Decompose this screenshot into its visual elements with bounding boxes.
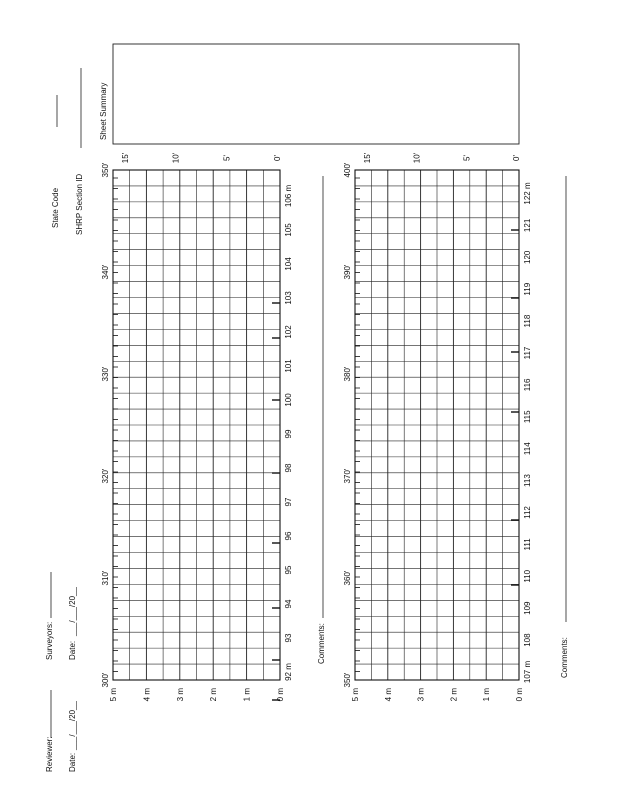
feet-tick-label: 400' [343, 162, 352, 178]
meter-tick-label: 94 [284, 599, 293, 609]
feet-tick-label: 330' [101, 366, 110, 382]
meter-tick-label: 104 [284, 257, 293, 271]
meter-tick-label: 100 [284, 393, 293, 407]
survey-grid-left [101, 152, 326, 701]
meter-tick-label: 115 [523, 410, 532, 424]
survey-grid-right [343, 152, 569, 701]
feet-tick-label: 370' [343, 468, 352, 484]
width-m-tick-label: 1 m [482, 688, 492, 702]
feet-tick-label: 300' [101, 672, 110, 688]
width-m-tick-label: 5 m [351, 688, 360, 702]
meter-tick-label: 114 [523, 442, 532, 456]
sheet-summary-box[interactable] [113, 44, 519, 144]
meter-tick-label: 95 [284, 565, 293, 575]
meter-tick-label: 105 [284, 223, 293, 237]
meter-tick-label: 122 m [523, 182, 532, 205]
surveyor-date-label: Date: [68, 640, 77, 660]
width-ft-tick-label: 15' [363, 152, 372, 164]
section-id-label: SHRP Section ID [75, 173, 84, 235]
surveyors-label: Surveyors: [45, 621, 54, 660]
feet-tick-label: 320' [101, 468, 110, 484]
meter-tick-label: 101 [284, 359, 293, 373]
width-ft-tick-label: 5' [222, 155, 232, 161]
meter-tick-label: 117 [523, 346, 532, 360]
reviewer-label: Reviewer: [45, 736, 54, 772]
width-m-tick-label: 4 m [383, 688, 393, 702]
meter-tick-label: 108 [523, 633, 532, 647]
comments-label: Comments: [317, 623, 326, 664]
feet-tick-label: 350' [343, 672, 352, 688]
meter-tick-label: 93 [284, 633, 293, 643]
width-m-tick-label: 4 m [142, 688, 152, 702]
sheet-footer [45, 572, 77, 772]
meter-tick-label: 92 m [284, 663, 293, 681]
meter-tick-label: 99 [284, 429, 293, 439]
width-ft-tick-label: 10' [412, 152, 422, 164]
meter-tick-label: 106 m [284, 184, 293, 208]
meter-tick-label: 102 [284, 325, 293, 339]
meter-tick-label: 112 [523, 506, 532, 519]
feet-tick-label: 350' [101, 162, 110, 178]
meter-tick-label: 111 [523, 538, 532, 551]
width-m-tick-label: 2 m [209, 688, 219, 702]
comments-label: Comments: [560, 637, 569, 678]
meter-tick-label: 119 [523, 282, 532, 296]
meter-tick-label: 98 [284, 463, 293, 473]
width-m-tick-label: 0 m [515, 688, 524, 702]
meter-tick-label: 118 [523, 314, 532, 328]
width-m-tick-label: 3 m [416, 688, 426, 702]
meter-tick-label: 110 [523, 569, 532, 583]
meter-tick-label: 97 [284, 497, 293, 507]
meter-tick-label: 107 m [523, 660, 532, 684]
meter-tick-label: 120 [523, 250, 532, 264]
state-code-label: State Code [51, 187, 60, 228]
grid-lines [113, 170, 280, 680]
width-m-tick-label: 2 m [449, 688, 459, 702]
width-m-tick-label: 5 m [109, 688, 118, 702]
feet-tick-label: 360' [343, 570, 352, 586]
meter-tick-label: 96 [284, 531, 293, 541]
reviewer-date-label: Date: [68, 752, 77, 772]
meter-tick-label: 103 [284, 291, 293, 305]
width-ft-tick-label: 5' [462, 155, 472, 161]
reviewer-date-blanks[interactable]: ___/___/20__ [68, 701, 77, 750]
feet-tick-label: 340' [101, 264, 110, 280]
feet-tick-label: 310' [101, 570, 110, 586]
width-m-tick-label: 3 m [175, 688, 185, 702]
meter-tick-label: 113 [523, 474, 532, 487]
meter-tick-label: 109 [523, 601, 532, 615]
feet-tick-label: 390' [343, 264, 352, 280]
width-m-tick-label: 0 m [276, 688, 285, 702]
width-ft-tick-label: 15' [121, 152, 130, 164]
meter-tick-label: 116 [523, 378, 532, 392]
grid-lines [355, 170, 519, 680]
feet-tick-label: 380' [343, 366, 352, 382]
width-ft-tick-label: 10' [171, 152, 181, 164]
sheet-summary-label: Sheet Summary [99, 82, 108, 140]
meter-tick-label: 121 [523, 218, 532, 233]
width-ft-tick-label: 0' [273, 155, 282, 161]
surveyor-date-blanks[interactable]: ___/___/20__ [68, 587, 77, 636]
width-ft-tick-label: 0' [512, 155, 521, 161]
width-m-tick-label: 1 m [242, 688, 252, 702]
